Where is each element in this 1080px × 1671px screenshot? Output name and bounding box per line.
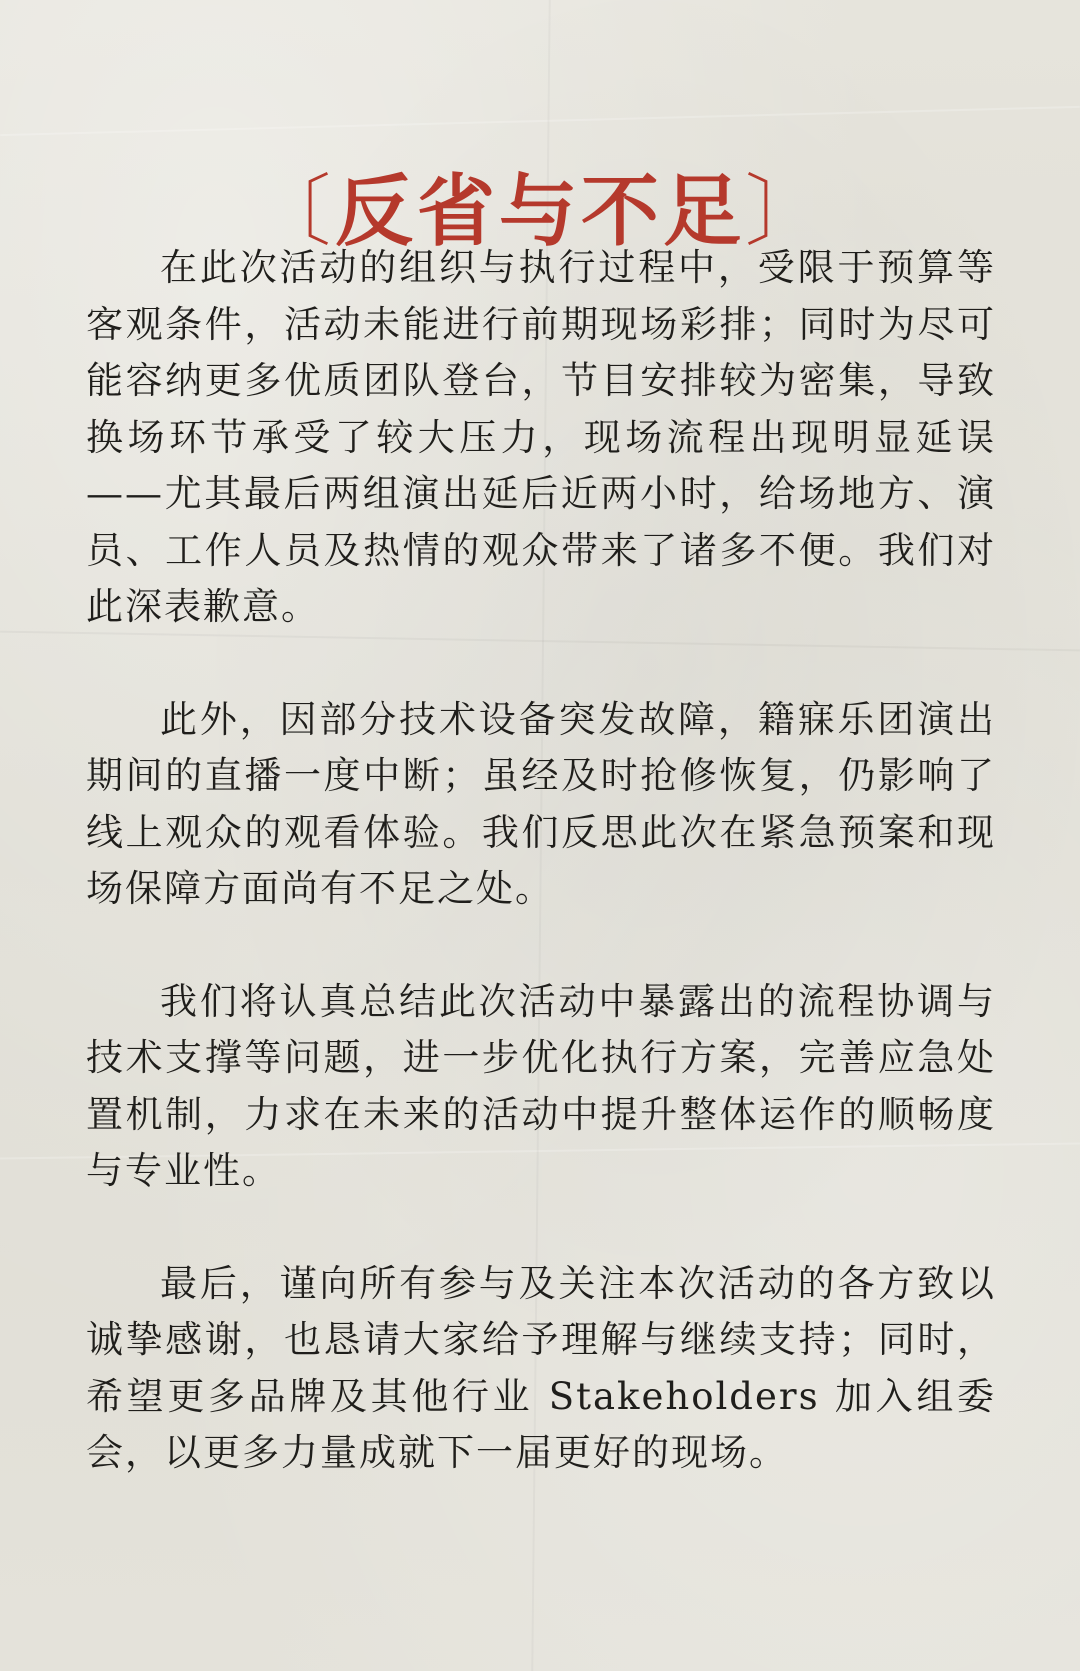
paragraph-apology: 在此次活动的组织与执行过程中，受限于预算等客观条件，活动未能进行前期现场彩排；同时为尽可能容纳更多优质团队登台，节目安排较为密集，导致换场环节承受了较大压力，现场流程出现明显延误——尤其最后两组演出延后近两小时，给场地方、演员、工作人员及热情的观众带来了诸多不便。我们对此深表歉意。: [86, 246, 996, 628]
paragraph-technical-failure: 此外，因部分技术设备突发故障，籍寐乐团演出期间的直播一度中断；虽经及时抢修恢复，仍影响了线上观众的观看体验。我们反思此次在紧急预案和现场保障方面尚有不足之处。: [86, 697, 996, 910]
title-text: 反省与不足: [334, 166, 745, 258]
paper-crease: [0, 106, 1080, 136]
title-close-bracket: 〕: [745, 167, 828, 258]
paragraph-improvement: 我们将认真总结此次活动中暴露出的流程协调与技术支撑等问题，进一步优化执行方案，完善应急处置机制，力求在未来的活动中提升整体运作的顺畅度与专业性。: [86, 979, 996, 1192]
body-text: [86, 240, 996, 1538]
paragraph-thanks: 最后，谨向所有参与及关注本次活动的各方致以诚挚感谢，也恳请大家给予理解与继续支持；同时，希望更多品牌及其他行业 Stakeholders 加入组委会，以更多力量成就下一届更好的现场。: [86, 1261, 996, 1474]
title-open-bracket: 〔: [252, 167, 335, 258]
